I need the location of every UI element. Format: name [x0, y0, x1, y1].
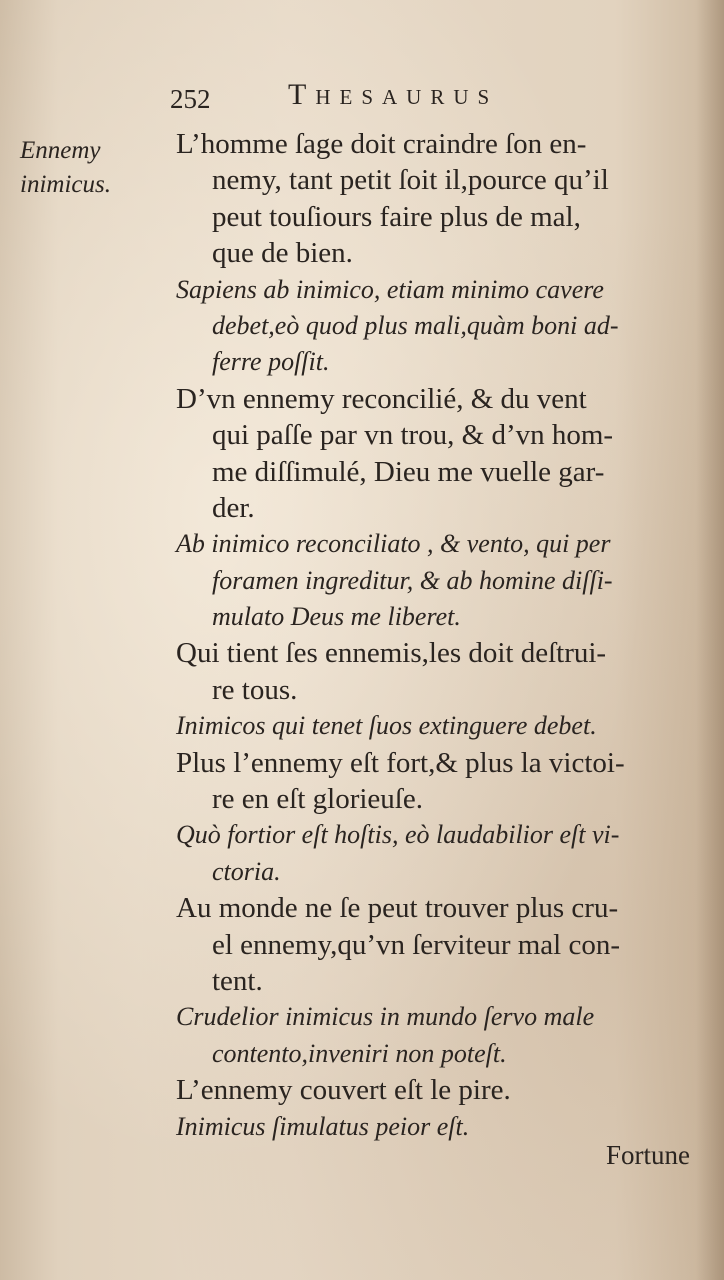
french-proverb	[176, 890, 694, 999]
text-line: Inimicus ſimulatus peior eſt.	[176, 1111, 470, 1141]
margin-note-line: Ennemy	[20, 137, 101, 164]
running-title: Thesaurus	[288, 78, 499, 111]
latin-proverb	[176, 999, 694, 1072]
text-line: Inimicos qui tenet ſuos extinguere debet.	[176, 711, 597, 741]
latin-proverb	[176, 272, 694, 381]
latin-proverb	[176, 526, 694, 635]
text-line: Quò fortior eſt hoſtis, eò laudabilior eſt vi-	[176, 820, 620, 850]
text-line: qui paſſe par vn trou, & d’vn hom-	[212, 419, 614, 452]
latin-proverb	[176, 817, 694, 890]
catchword: Fortune	[606, 1140, 690, 1170]
text-line: Au monde ne ſe peut trouver plus cru-	[176, 892, 619, 925]
text-line: peut touſiours faire plus de mal,	[212, 200, 581, 233]
text-line: mulato Deus me liberet.	[212, 602, 461, 632]
text-line: L’ennemy couvert eſt le pire.	[176, 1074, 511, 1107]
text-line: Ab inimico reconciliato , & vento, qui per	[176, 529, 611, 559]
text-line: Plus l’ennemy eſt fort,& plus la victoi-	[176, 746, 625, 779]
french-proverb	[176, 745, 694, 818]
text-line: Qui tient ſes ennemis,les doit deſtrui-	[176, 637, 607, 670]
text-line: D’vn ennemy reconcilié, & du vent	[176, 382, 587, 415]
text-line: tent.	[212, 964, 263, 997]
french-proverb	[176, 126, 694, 272]
text-line: me diſſimulé, Dieu me vuelle gar-	[212, 455, 605, 488]
running-head	[170, 72, 610, 112]
latin-proverb	[176, 708, 694, 744]
margin-note	[20, 134, 160, 202]
french-proverb	[176, 1072, 694, 1108]
text-line: que de bien.	[212, 237, 353, 270]
margin-note-line: inimicus.	[20, 171, 111, 198]
text-line: re en eſt glorieuſe.	[212, 783, 423, 816]
text-line: Crudelior inimicus in mundo ſervo male	[176, 1002, 595, 1032]
text-line: el ennemy,qu’vn ſerviteur mal con-	[212, 928, 620, 961]
text-line: re tous.	[212, 673, 298, 706]
text-line: ctoria.	[212, 856, 281, 886]
text-line: L’homme ſage doit craindre ſon en-	[176, 128, 587, 160]
page-edge-shadow	[696, 0, 724, 1280]
text-line: contento,inveniri non poteſt.	[212, 1038, 507, 1068]
french-proverb	[176, 381, 694, 527]
text-line: ferre poſſit.	[212, 347, 330, 377]
main-text	[176, 126, 694, 1145]
text-line: der.	[212, 491, 255, 524]
page-number: 252	[170, 84, 211, 114]
text-line: Sapiens ab inimico, etiam minimo cavere	[176, 274, 604, 304]
french-proverb	[176, 635, 694, 708]
text-line: debet,eò quod plus mali,quàm boni ad-	[212, 310, 619, 340]
text-line: foramen ingreditur, & ab homine diſſi-	[212, 565, 613, 595]
text-line: nemy, tant petit ſoit il,pource qu’il	[212, 164, 609, 197]
